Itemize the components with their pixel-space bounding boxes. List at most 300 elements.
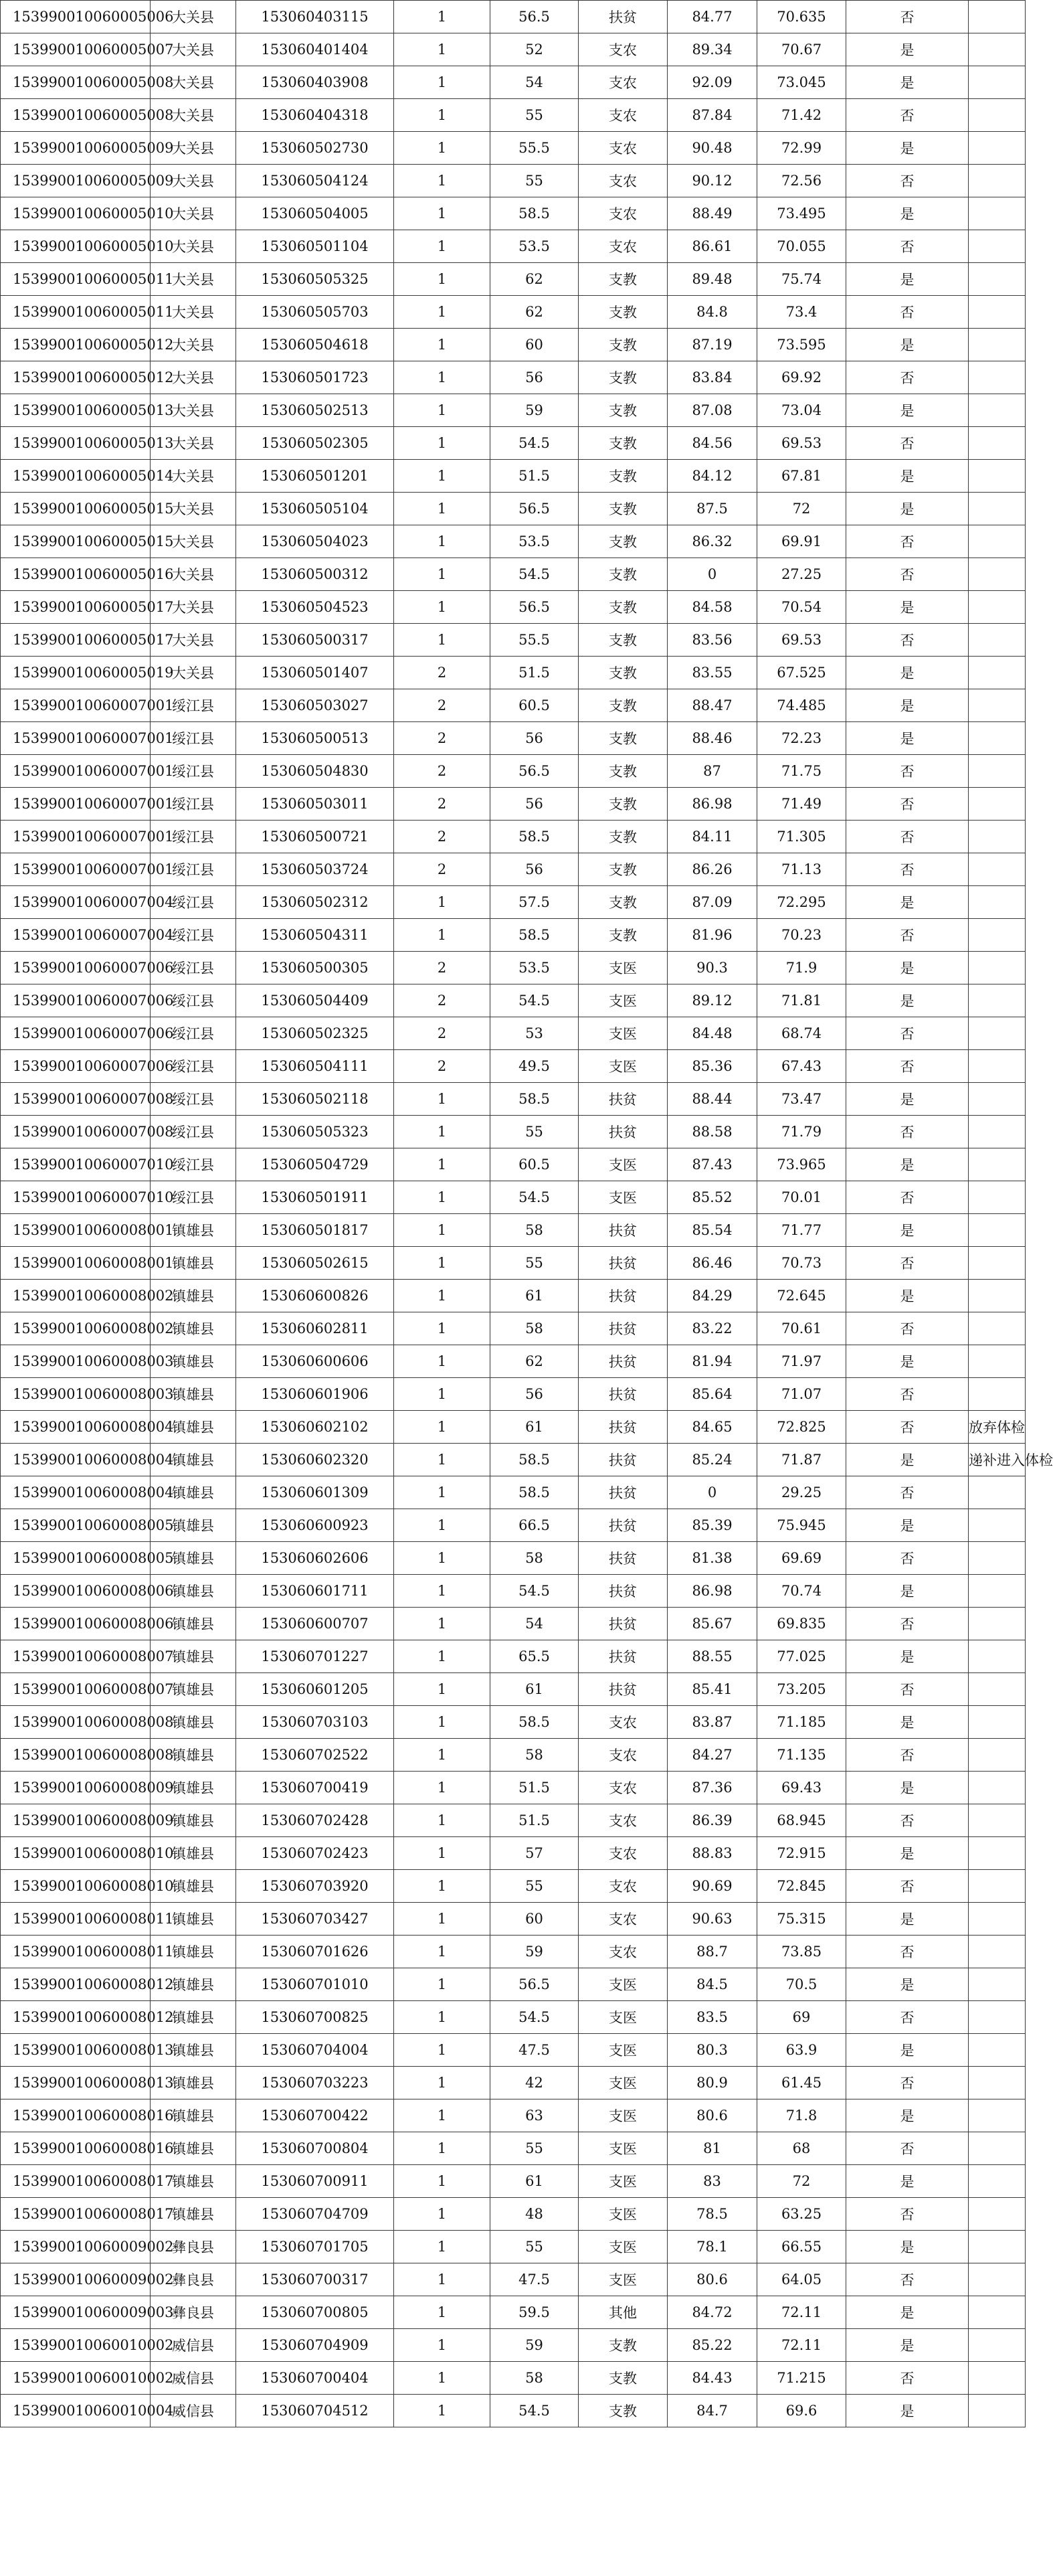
written-score-cell: 53.5	[490, 952, 579, 984]
written-score-cell: 54.5	[490, 427, 579, 460]
written-score-cell: 58.5	[490, 197, 579, 230]
written-score-cell: 54	[490, 1608, 579, 1640]
total-score-cell: 71.49	[757, 788, 846, 821]
table-row	[1, 197, 1026, 230]
written-score-cell: 52	[490, 33, 579, 66]
quota-cell: 1	[394, 1640, 490, 1673]
remark-cell	[969, 1706, 1026, 1739]
interview-score-cell: 88.7	[668, 1936, 757, 1968]
total-score-cell: 71.79	[757, 1116, 846, 1148]
total-score-cell: 68	[757, 2132, 846, 2165]
remark-cell	[969, 1608, 1026, 1640]
program-type-cell: 支农	[579, 1903, 668, 1936]
total-score-cell: 72.295	[757, 886, 846, 919]
remark-cell	[969, 1509, 1026, 1542]
table-row	[1, 2362, 1026, 2395]
quota-cell: 1	[394, 1804, 490, 1837]
ticket-number-cell: 153060504830	[236, 755, 394, 788]
total-score-cell: 72.11	[757, 2329, 846, 2362]
interview-score-cell: 85.36	[668, 1050, 757, 1083]
medical-exam-cell: 是	[846, 1214, 969, 1247]
medical-exam-cell: 是	[846, 2099, 969, 2132]
written-score-cell: 56	[490, 722, 579, 755]
interview-score-cell: 84.58	[668, 591, 757, 624]
interview-score-cell: 81.96	[668, 919, 757, 952]
remark-cell	[969, 1378, 1026, 1411]
table-row	[1, 460, 1026, 493]
position-code-cell: 153990010060007008	[1, 1083, 151, 1116]
program-type-cell: 支教	[579, 755, 668, 788]
position-code-cell: 153990010060008008	[1, 1706, 151, 1739]
table-row	[1, 1411, 1026, 1444]
position-code-cell: 153990010060005013	[1, 394, 151, 427]
ticket-number-cell: 153060700911	[236, 2165, 394, 2198]
table-row	[1, 2165, 1026, 2198]
remark-cell	[969, 230, 1026, 263]
written-score-cell: 56.5	[490, 493, 579, 525]
position-code-cell: 153990010060005014	[1, 460, 151, 493]
remark-cell	[969, 296, 1026, 329]
interview-score-cell: 0	[668, 1476, 757, 1509]
medical-exam-cell: 否	[846, 1673, 969, 1706]
medical-exam-cell: 否	[846, 99, 969, 132]
remark-cell	[969, 1673, 1026, 1706]
medical-exam-cell: 是	[846, 689, 969, 722]
county-cell: 绥江县	[151, 1017, 236, 1050]
ticket-number-cell: 153060504409	[236, 984, 394, 1017]
program-type-cell: 支教	[579, 657, 668, 689]
county-cell: 大关县	[151, 525, 236, 558]
written-score-cell: 55.5	[490, 132, 579, 165]
position-code-cell: 153990010060008004	[1, 1476, 151, 1509]
written-score-cell: 62	[490, 296, 579, 329]
ticket-number-cell: 153060601906	[236, 1378, 394, 1411]
remark-cell	[969, 821, 1026, 853]
county-cell: 镇雄县	[151, 1378, 236, 1411]
table-row	[1, 788, 1026, 821]
program-type-cell: 支医	[579, 1181, 668, 1214]
ticket-number-cell: 153060700825	[236, 2001, 394, 2034]
ticket-number-cell: 153060404318	[236, 99, 394, 132]
interview-score-cell: 84.27	[668, 1739, 757, 1772]
county-cell: 镇雄县	[151, 1608, 236, 1640]
remark-cell: 递补进入体检	[969, 1444, 1026, 1476]
table-row	[1, 1476, 1026, 1509]
medical-exam-cell: 否	[846, 2132, 969, 2165]
written-score-cell: 58.5	[490, 919, 579, 952]
program-type-cell: 支农	[579, 1706, 668, 1739]
county-cell: 彝良县	[151, 2263, 236, 2296]
county-cell: 镇雄县	[151, 2198, 236, 2231]
written-score-cell: 63	[490, 2099, 579, 2132]
remark-cell	[969, 525, 1026, 558]
interview-score-cell: 83.22	[668, 1312, 757, 1345]
ticket-number-cell: 153060600707	[236, 1608, 394, 1640]
total-score-cell: 71.07	[757, 1378, 846, 1411]
written-score-cell: 66.5	[490, 1509, 579, 1542]
program-type-cell: 支教	[579, 427, 668, 460]
medical-exam-cell: 否	[846, 1017, 969, 1050]
written-score-cell: 59.5	[490, 2296, 579, 2329]
table-row	[1, 1903, 1026, 1936]
remark-cell	[969, 1772, 1026, 1804]
county-cell: 大关县	[151, 296, 236, 329]
medical-exam-cell: 是	[846, 1509, 969, 1542]
total-score-cell: 67.525	[757, 657, 846, 689]
table-row	[1, 1673, 1026, 1706]
county-cell: 彝良县	[151, 2296, 236, 2329]
total-score-cell: 69.91	[757, 525, 846, 558]
interview-score-cell: 83	[668, 2165, 757, 2198]
program-type-cell: 支医	[579, 2132, 668, 2165]
ticket-number-cell: 153060500317	[236, 624, 394, 657]
table-row	[1, 1017, 1026, 1050]
written-score-cell: 59	[490, 2329, 579, 2362]
program-type-cell: 扶贫	[579, 1083, 668, 1116]
remark-cell	[969, 1870, 1026, 1903]
program-type-cell: 支教	[579, 886, 668, 919]
program-type-cell: 支医	[579, 2099, 668, 2132]
position-code-cell: 153990010060008012	[1, 2001, 151, 2034]
ticket-number-cell: 153060602606	[236, 1542, 394, 1575]
quota-cell: 2	[394, 952, 490, 984]
medical-exam-cell: 否	[846, 2001, 969, 2034]
quota-cell: 1	[394, 2329, 490, 2362]
medical-exam-cell: 是	[846, 886, 969, 919]
interview-score-cell: 85.64	[668, 1378, 757, 1411]
position-code-cell: 153990010060008005	[1, 1509, 151, 1542]
table-row	[1, 1148, 1026, 1181]
total-score-cell: 71.81	[757, 984, 846, 1017]
position-code-cell: 153990010060008010	[1, 1837, 151, 1870]
ticket-number-cell: 153060704709	[236, 2198, 394, 2231]
quota-cell: 1	[394, 1214, 490, 1247]
total-score-cell: 71.135	[757, 1739, 846, 1772]
written-score-cell: 56.5	[490, 1, 579, 33]
county-cell: 大关县	[151, 493, 236, 525]
remark-cell	[969, 919, 1026, 952]
program-type-cell: 扶贫	[579, 1411, 668, 1444]
total-score-cell: 69.92	[757, 361, 846, 394]
medical-exam-cell: 否	[846, 1870, 969, 1903]
written-score-cell: 48	[490, 2198, 579, 2231]
remark-cell	[969, 1804, 1026, 1837]
medical-exam-cell: 是	[846, 66, 969, 99]
position-code-cell: 153990010060005017	[1, 624, 151, 657]
remark-cell	[969, 722, 1026, 755]
written-score-cell: 47.5	[490, 2034, 579, 2067]
remark-cell	[969, 1247, 1026, 1280]
program-type-cell: 扶贫	[579, 1575, 668, 1608]
ticket-number-cell: 153060504023	[236, 525, 394, 558]
remark-cell	[969, 2034, 1026, 2067]
quota-cell: 1	[394, 132, 490, 165]
position-code-cell: 153990010060008006	[1, 1608, 151, 1640]
written-score-cell: 65.5	[490, 1640, 579, 1673]
total-score-cell: 64.05	[757, 2263, 846, 2296]
program-type-cell: 支农	[579, 1837, 668, 1870]
quota-cell: 1	[394, 1936, 490, 1968]
county-cell: 镇雄县	[151, 1870, 236, 1903]
county-cell: 绥江县	[151, 1181, 236, 1214]
position-code-cell: 153990010060008016	[1, 2099, 151, 2132]
county-cell: 镇雄县	[151, 2132, 236, 2165]
program-type-cell: 扶贫	[579, 1247, 668, 1280]
written-score-cell: 49.5	[490, 1050, 579, 1083]
table-row	[1, 1444, 1026, 1476]
medical-exam-cell: 是	[846, 2329, 969, 2362]
medical-exam-cell: 是	[846, 2034, 969, 2067]
ticket-number-cell: 153060602811	[236, 1312, 394, 1345]
quota-cell: 1	[394, 1411, 490, 1444]
remark-cell	[969, 1936, 1026, 1968]
interview-score-cell: 85.24	[668, 1444, 757, 1476]
table-row	[1, 1312, 1026, 1345]
interview-score-cell: 84.5	[668, 1968, 757, 2001]
county-cell: 镇雄县	[151, 2001, 236, 2034]
quota-cell: 1	[394, 525, 490, 558]
medical-exam-cell: 否	[846, 2263, 969, 2296]
written-score-cell: 57	[490, 1837, 579, 1870]
ticket-number-cell: 153060504618	[236, 329, 394, 361]
written-score-cell: 60	[490, 1903, 579, 1936]
program-type-cell: 支农	[579, 132, 668, 165]
total-score-cell: 71.215	[757, 2362, 846, 2395]
medical-exam-cell: 是	[846, 1575, 969, 1608]
medical-exam-cell: 是	[846, 1837, 969, 1870]
table-row	[1, 1640, 1026, 1673]
total-score-cell: 27.25	[757, 558, 846, 591]
medical-exam-cell: 是	[846, 329, 969, 361]
position-code-cell: 153990010060008012	[1, 1968, 151, 2001]
total-score-cell: 75.315	[757, 1903, 846, 1936]
table-row	[1, 1345, 1026, 1378]
county-cell: 绥江县	[151, 984, 236, 1017]
table-row	[1, 1542, 1026, 1575]
table-row	[1, 427, 1026, 460]
county-cell: 镇雄县	[151, 1640, 236, 1673]
written-score-cell: 54.5	[490, 1181, 579, 1214]
position-code-cell: 153990010060008011	[1, 1936, 151, 1968]
medical-exam-cell: 否	[846, 853, 969, 886]
written-score-cell: 56	[490, 853, 579, 886]
program-type-cell: 支医	[579, 2198, 668, 2231]
medical-exam-cell: 是	[846, 263, 969, 296]
program-type-cell: 支医	[579, 1968, 668, 2001]
quota-cell: 2	[394, 821, 490, 853]
position-code-cell: 153990010060008011	[1, 1903, 151, 1936]
ticket-number-cell: 153060702522	[236, 1739, 394, 1772]
quota-cell: 1	[394, 1673, 490, 1706]
program-type-cell: 支农	[579, 197, 668, 230]
quota-cell: 1	[394, 361, 490, 394]
remark-cell	[969, 2099, 1026, 2132]
medical-exam-cell: 是	[846, 1772, 969, 1804]
program-type-cell: 支教	[579, 296, 668, 329]
county-cell: 镇雄县	[151, 1706, 236, 1739]
remark-cell	[969, 1345, 1026, 1378]
written-score-cell: 55	[490, 1247, 579, 1280]
county-cell: 大关县	[151, 361, 236, 394]
interview-score-cell: 84.65	[668, 1411, 757, 1444]
ticket-number-cell: 153060504124	[236, 165, 394, 197]
total-score-cell: 71.185	[757, 1706, 846, 1739]
quota-cell: 1	[394, 329, 490, 361]
program-type-cell: 支农	[579, 33, 668, 66]
medical-exam-cell: 否	[846, 1247, 969, 1280]
position-code-cell: 153990010060005010	[1, 230, 151, 263]
program-type-cell: 扶贫	[579, 1640, 668, 1673]
county-cell: 大关县	[151, 33, 236, 66]
quota-cell: 1	[394, 1345, 490, 1378]
remark-cell	[969, 984, 1026, 1017]
total-score-cell: 72	[757, 493, 846, 525]
table-row	[1, 165, 1026, 197]
interview-score-cell: 81.94	[668, 1345, 757, 1378]
medical-exam-cell: 否	[846, 788, 969, 821]
total-score-cell: 71.42	[757, 99, 846, 132]
county-cell: 绥江县	[151, 1116, 236, 1148]
written-score-cell: 62	[490, 263, 579, 296]
total-score-cell: 72.915	[757, 1837, 846, 1870]
county-cell: 镇雄县	[151, 1411, 236, 1444]
quota-cell: 1	[394, 1575, 490, 1608]
quota-cell: 1	[394, 1772, 490, 1804]
interview-score-cell: 84.8	[668, 296, 757, 329]
remark-cell	[969, 952, 1026, 984]
interview-score-cell: 88.83	[668, 1837, 757, 1870]
interview-score-cell: 84.12	[668, 460, 757, 493]
remark-cell	[969, 1116, 1026, 1148]
program-type-cell: 支教	[579, 853, 668, 886]
program-type-cell: 支医	[579, 2067, 668, 2099]
remark-cell	[969, 1312, 1026, 1345]
remark-cell	[969, 886, 1026, 919]
program-type-cell: 扶贫	[579, 1378, 668, 1411]
interview-score-cell: 83.5	[668, 2001, 757, 2034]
position-code-cell: 153990010060008007	[1, 1673, 151, 1706]
program-type-cell: 支教	[579, 558, 668, 591]
table-row	[1, 886, 1026, 919]
written-score-cell: 54	[490, 66, 579, 99]
remark-cell	[969, 1083, 1026, 1116]
total-score-cell: 69.53	[757, 427, 846, 460]
interview-score-cell: 88.44	[668, 1083, 757, 1116]
county-cell: 绥江县	[151, 919, 236, 952]
program-type-cell: 支医	[579, 1050, 668, 1083]
table-row	[1, 493, 1026, 525]
interview-score-cell: 84.56	[668, 427, 757, 460]
county-cell: 大关县	[151, 66, 236, 99]
remark-cell	[969, 361, 1026, 394]
quota-cell: 1	[394, 1608, 490, 1640]
remark-cell	[969, 2296, 1026, 2329]
county-cell: 镇雄县	[151, 1772, 236, 1804]
ticket-number-cell: 153060504005	[236, 197, 394, 230]
total-score-cell: 73.965	[757, 1148, 846, 1181]
position-code-cell: 153990010060008004	[1, 1411, 151, 1444]
written-score-cell: 56	[490, 361, 579, 394]
ticket-number-cell: 153060600923	[236, 1509, 394, 1542]
remark-cell	[969, 2395, 1026, 2427]
ticket-number-cell: 153060501104	[236, 230, 394, 263]
interview-score-cell: 84.11	[668, 821, 757, 853]
ticket-number-cell: 153060602320	[236, 1444, 394, 1476]
position-code-cell: 153990010060008007	[1, 1640, 151, 1673]
quota-cell: 1	[394, 427, 490, 460]
written-score-cell: 62	[490, 1345, 579, 1378]
quota-cell: 1	[394, 1312, 490, 1345]
program-type-cell: 支农	[579, 1936, 668, 1968]
program-type-cell: 扶贫	[579, 1444, 668, 1476]
written-score-cell: 58	[490, 1214, 579, 1247]
medical-exam-cell: 否	[846, 558, 969, 591]
county-cell: 大关县	[151, 1, 236, 33]
written-score-cell: 60	[490, 329, 579, 361]
remark-cell	[969, 558, 1026, 591]
position-code-cell: 153990010060008004	[1, 1444, 151, 1476]
table-row	[1, 1968, 1026, 2001]
ticket-number-cell: 153060700317	[236, 2263, 394, 2296]
written-score-cell: 58	[490, 1312, 579, 1345]
ticket-number-cell: 153060403908	[236, 66, 394, 99]
table-row	[1, 263, 1026, 296]
county-cell: 威信县	[151, 2362, 236, 2395]
interview-score-cell: 87.08	[668, 394, 757, 427]
medical-exam-cell: 是	[846, 460, 969, 493]
written-score-cell: 55	[490, 2231, 579, 2263]
interview-score-cell: 88.49	[668, 197, 757, 230]
position-code-cell: 153990010060005008	[1, 99, 151, 132]
table-row	[1, 2296, 1026, 2329]
medical-exam-cell: 是	[846, 1444, 969, 1476]
program-type-cell: 支教	[579, 722, 668, 755]
table-row	[1, 394, 1026, 427]
county-cell: 镇雄县	[151, 2034, 236, 2067]
written-score-cell: 55	[490, 2132, 579, 2165]
program-type-cell: 支教	[579, 919, 668, 952]
remark-cell: 放弃体检	[969, 1411, 1026, 1444]
position-code-cell: 153990010060005006	[1, 1, 151, 33]
medical-exam-cell: 是	[846, 394, 969, 427]
quota-cell: 2	[394, 1017, 490, 1050]
ticket-number-cell: 153060701705	[236, 2231, 394, 2263]
county-cell: 大关县	[151, 197, 236, 230]
interview-score-cell: 89.12	[668, 984, 757, 1017]
quota-cell: 1	[394, 1280, 490, 1312]
remark-cell	[969, 1542, 1026, 1575]
quota-cell: 1	[394, 1837, 490, 1870]
quota-cell: 1	[394, 591, 490, 624]
county-cell: 威信县	[151, 2329, 236, 2362]
position-code-cell: 153990010060007006	[1, 1050, 151, 1083]
medical-exam-cell: 否	[846, 165, 969, 197]
quota-cell: 2	[394, 984, 490, 1017]
quota-cell: 1	[394, 2132, 490, 2165]
written-score-cell: 58.5	[490, 1083, 579, 1116]
interview-score-cell: 85.67	[668, 1608, 757, 1640]
quota-cell: 2	[394, 722, 490, 755]
program-type-cell: 支教	[579, 2395, 668, 2427]
medical-exam-cell: 是	[846, 197, 969, 230]
ticket-number-cell: 153060504729	[236, 1148, 394, 1181]
ticket-number-cell: 153060505104	[236, 493, 394, 525]
ticket-number-cell: 153060403115	[236, 1, 394, 33]
county-cell: 镇雄县	[151, 1312, 236, 1345]
position-code-cell: 153990010060007010	[1, 1148, 151, 1181]
program-type-cell: 扶贫	[579, 1345, 668, 1378]
program-type-cell: 支教	[579, 821, 668, 853]
